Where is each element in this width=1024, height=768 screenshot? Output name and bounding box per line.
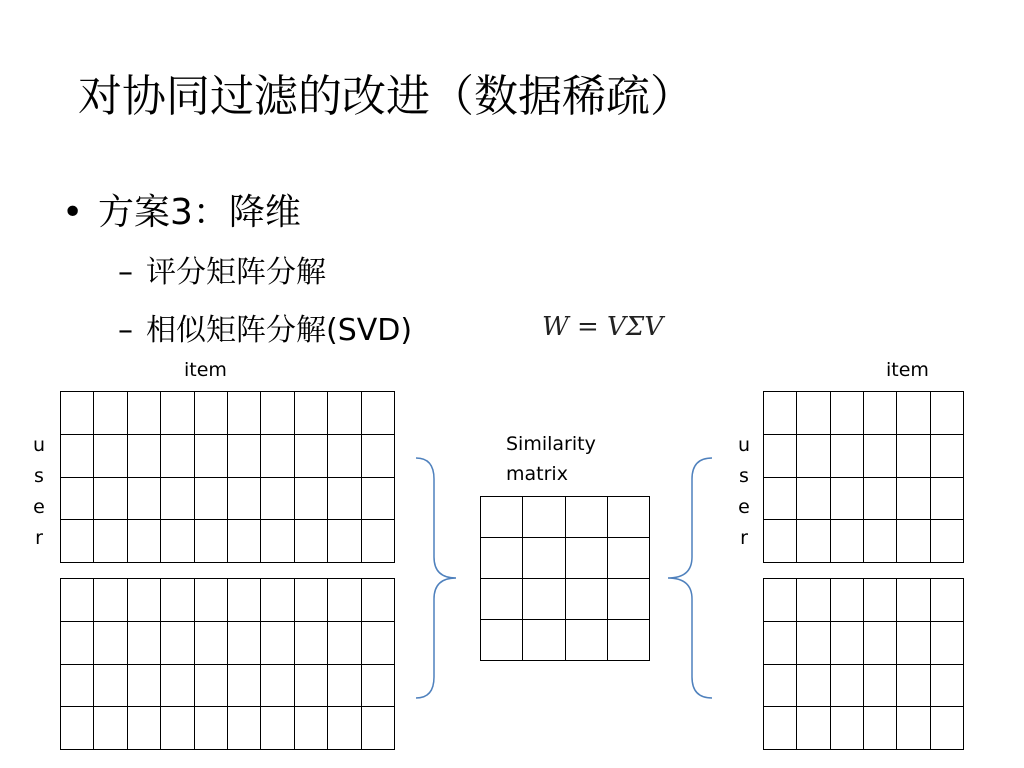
matrix-cell bbox=[227, 579, 260, 622]
matrix-cell bbox=[764, 434, 797, 477]
matrix-cell bbox=[764, 392, 797, 435]
matrix-cell bbox=[61, 477, 94, 520]
matrix-cell bbox=[261, 392, 294, 435]
matrix-cell bbox=[863, 392, 896, 435]
user-letter: r bbox=[740, 527, 748, 549]
matrix-cell bbox=[227, 520, 260, 563]
matrix-cell bbox=[294, 664, 327, 707]
bullet-marker: • bbox=[62, 192, 84, 233]
matrix-cell bbox=[607, 579, 649, 620]
matrix-cell bbox=[797, 579, 830, 622]
matrix-row bbox=[764, 707, 964, 750]
matrix-cell bbox=[294, 579, 327, 622]
matrix-cell bbox=[930, 434, 963, 477]
matrix-cell bbox=[94, 477, 127, 520]
matrix-cell bbox=[261, 520, 294, 563]
user-letter: s bbox=[34, 465, 44, 487]
bullet-text: 方案3：降维 bbox=[98, 192, 301, 233]
matrix-cell bbox=[227, 664, 260, 707]
user-letter: e bbox=[738, 496, 750, 518]
matrix-cell bbox=[930, 477, 963, 520]
matrix-cell bbox=[764, 520, 797, 563]
matrix-cell bbox=[830, 520, 863, 563]
matrix-cell bbox=[61, 392, 94, 435]
matrix-row bbox=[481, 538, 650, 579]
matrix-cell bbox=[830, 579, 863, 622]
matrix-cell bbox=[61, 520, 94, 563]
matrix-cell bbox=[897, 434, 930, 477]
matrix-cell bbox=[227, 707, 260, 750]
left-item-label: item bbox=[184, 359, 227, 381]
matrix-cell bbox=[261, 579, 294, 622]
similarity-matrix-label: Similarity matrix bbox=[506, 433, 596, 485]
matrix-cell bbox=[94, 664, 127, 707]
matrix-cell bbox=[863, 579, 896, 622]
matrix-cell bbox=[607, 620, 649, 661]
matrix-cell bbox=[61, 434, 94, 477]
matrix-cell bbox=[127, 434, 160, 477]
matrix-cell bbox=[328, 520, 361, 563]
matrix-cell bbox=[361, 434, 394, 477]
matrix-cell bbox=[764, 477, 797, 520]
matrix-cell bbox=[161, 621, 194, 664]
matrix-cell bbox=[161, 477, 194, 520]
matrix-cell bbox=[161, 664, 194, 707]
matrix-cell bbox=[897, 477, 930, 520]
matrix-cell bbox=[930, 664, 963, 707]
matrix-cell bbox=[227, 477, 260, 520]
matrix-cell bbox=[523, 579, 565, 620]
matrix-cell bbox=[127, 579, 160, 622]
matrix-cell bbox=[127, 707, 160, 750]
matrix-cell bbox=[523, 497, 565, 538]
matrix-cell bbox=[328, 621, 361, 664]
matrix-cell bbox=[361, 664, 394, 707]
matrix-cell bbox=[897, 520, 930, 563]
slide-title: 对协同过滤的改进（数据稀疏） bbox=[78, 71, 694, 122]
left-matrix-bottom-block bbox=[60, 578, 395, 750]
matrix-cell bbox=[764, 707, 797, 750]
subbullet-text: 相似矩阵分解(SVD) bbox=[146, 313, 413, 348]
matrix-cell bbox=[294, 621, 327, 664]
user-letter: s bbox=[739, 465, 749, 487]
matrix-cell bbox=[565, 579, 607, 620]
matrix-row bbox=[481, 497, 650, 538]
matrix-cell bbox=[797, 664, 830, 707]
matrix-row bbox=[481, 620, 650, 661]
matrix-cell bbox=[61, 579, 94, 622]
matrix-row bbox=[61, 621, 395, 664]
matrix-cell bbox=[361, 392, 394, 435]
matrix-cell bbox=[930, 579, 963, 622]
matrix-cell bbox=[94, 707, 127, 750]
matrix-cell bbox=[294, 434, 327, 477]
matrix-cell bbox=[897, 707, 930, 750]
matrix-cell bbox=[607, 497, 649, 538]
matrix-cell bbox=[127, 477, 160, 520]
matrix-cell bbox=[797, 477, 830, 520]
matrix-cell bbox=[161, 392, 194, 435]
matrix-row bbox=[764, 664, 964, 707]
matrix-cell bbox=[194, 621, 227, 664]
matrix-cell bbox=[194, 579, 227, 622]
subbullet-marker: – bbox=[118, 313, 133, 348]
matrix-cell bbox=[61, 664, 94, 707]
right-item-label: item bbox=[886, 359, 929, 381]
matrix-cell bbox=[261, 621, 294, 664]
matrix-cell bbox=[565, 497, 607, 538]
matrix-cell bbox=[897, 664, 930, 707]
matrix-row bbox=[764, 621, 964, 664]
matrix-cell bbox=[863, 621, 896, 664]
matrix-cell bbox=[897, 621, 930, 664]
matrix-cell bbox=[764, 621, 797, 664]
matrix-cell bbox=[523, 538, 565, 579]
matrix-cell bbox=[361, 477, 394, 520]
right-matrix-top-block bbox=[763, 391, 964, 563]
matrix-cell bbox=[227, 392, 260, 435]
matrix-cell bbox=[863, 664, 896, 707]
matrix-cell bbox=[94, 434, 127, 477]
matrix-cell bbox=[328, 707, 361, 750]
matrix-cell bbox=[764, 664, 797, 707]
left-user-label bbox=[32, 430, 46, 554]
matrix-cell bbox=[481, 579, 523, 620]
matrix-cell bbox=[194, 392, 227, 435]
matrix-cell bbox=[194, 477, 227, 520]
left-facing-brace bbox=[664, 455, 716, 701]
matrix-row bbox=[61, 579, 395, 622]
matrix-row bbox=[61, 707, 395, 750]
matrix-cell bbox=[361, 621, 394, 664]
matrix-cell bbox=[481, 497, 523, 538]
matrix-cell bbox=[863, 520, 896, 563]
matrix-cell bbox=[897, 579, 930, 622]
matrix-cell bbox=[94, 579, 127, 622]
matrix-cell bbox=[361, 707, 394, 750]
svd-formula: W = VΣV bbox=[542, 312, 663, 342]
matrix-cell bbox=[523, 620, 565, 661]
matrix-cell bbox=[797, 520, 830, 563]
matrix-row bbox=[61, 434, 395, 477]
right-matrix-bottom-block bbox=[763, 578, 964, 750]
matrix-row bbox=[61, 520, 395, 563]
matrix-cell bbox=[227, 434, 260, 477]
matrix-cell bbox=[94, 392, 127, 435]
bullet-level1 bbox=[62, 188, 301, 238]
matrix-cell bbox=[797, 392, 830, 435]
matrix-cell bbox=[94, 621, 127, 664]
matrix-cell bbox=[930, 392, 963, 435]
matrix-cell bbox=[830, 392, 863, 435]
matrix-cell bbox=[930, 621, 963, 664]
matrix-cell bbox=[361, 579, 394, 622]
matrix-cell bbox=[481, 620, 523, 661]
matrix-cell bbox=[127, 621, 160, 664]
matrix-cell bbox=[328, 579, 361, 622]
matrix-cell bbox=[863, 707, 896, 750]
matrix-row bbox=[764, 392, 964, 435]
matrix-row bbox=[61, 392, 395, 435]
matrix-row bbox=[764, 520, 964, 563]
matrix-cell bbox=[328, 392, 361, 435]
right-facing-brace bbox=[410, 455, 460, 701]
matrix-cell bbox=[863, 434, 896, 477]
matrix-cell bbox=[61, 621, 94, 664]
matrix-row bbox=[764, 579, 964, 622]
matrix-cell bbox=[127, 520, 160, 563]
matrix-cell bbox=[830, 477, 863, 520]
matrix-cell bbox=[897, 392, 930, 435]
matrix-cell bbox=[565, 620, 607, 661]
matrix-cell bbox=[261, 664, 294, 707]
matrix-cell bbox=[565, 538, 607, 579]
matrix-cell bbox=[194, 434, 227, 477]
matrix-cell bbox=[94, 520, 127, 563]
matrix-cell bbox=[227, 621, 260, 664]
matrix-cell bbox=[161, 579, 194, 622]
matrix-row bbox=[481, 579, 650, 620]
matrix-cell bbox=[797, 434, 830, 477]
matrix-cell bbox=[328, 434, 361, 477]
matrix-cell bbox=[328, 664, 361, 707]
matrix-cell bbox=[797, 707, 830, 750]
matrix-cell bbox=[830, 434, 863, 477]
matrix-cell bbox=[261, 477, 294, 520]
matrix-cell bbox=[830, 664, 863, 707]
matrix-cell bbox=[161, 520, 194, 563]
matrix-row bbox=[61, 664, 395, 707]
matrix-cell bbox=[930, 707, 963, 750]
matrix-cell bbox=[127, 664, 160, 707]
matrix-cell bbox=[294, 477, 327, 520]
user-letter: r bbox=[35, 527, 43, 549]
matrix-cell bbox=[194, 664, 227, 707]
matrix-cell bbox=[161, 707, 194, 750]
subbullet-similarity-factorization bbox=[118, 310, 412, 352]
matrix-cell bbox=[607, 538, 649, 579]
matrix-row bbox=[764, 477, 964, 520]
matrix-cell bbox=[61, 707, 94, 750]
matrix-cell bbox=[830, 621, 863, 664]
user-letter: e bbox=[33, 496, 45, 518]
brace-path bbox=[668, 458, 712, 698]
matrix-cell bbox=[294, 520, 327, 563]
right-user-label bbox=[737, 430, 751, 554]
matrix-cell bbox=[194, 520, 227, 563]
matrix-cell bbox=[764, 579, 797, 622]
matrix-cell bbox=[361, 520, 394, 563]
left-matrix-top-block bbox=[60, 391, 395, 563]
matrix-cell bbox=[863, 477, 896, 520]
similarity-matrix bbox=[480, 496, 650, 661]
matrix-row bbox=[764, 434, 964, 477]
subbullet-text: 评分矩阵分解 bbox=[146, 255, 326, 290]
matrix-cell bbox=[328, 477, 361, 520]
matrix-cell bbox=[481, 538, 523, 579]
brace-path bbox=[416, 458, 456, 698]
matrix-cell bbox=[161, 434, 194, 477]
matrix-cell bbox=[830, 707, 863, 750]
matrix-cell bbox=[127, 392, 160, 435]
matrix-cell bbox=[194, 707, 227, 750]
matrix-row bbox=[61, 477, 395, 520]
subbullet-marker: – bbox=[118, 255, 133, 290]
matrix-cell bbox=[930, 520, 963, 563]
user-letter: u bbox=[32, 434, 46, 456]
user-letter: u bbox=[737, 434, 751, 456]
matrix-cell bbox=[261, 434, 294, 477]
subbullet-rating-factorization bbox=[118, 252, 326, 294]
matrix-cell bbox=[294, 707, 327, 750]
matrix-cell bbox=[261, 707, 294, 750]
matrix-cell bbox=[294, 392, 327, 435]
matrix-cell bbox=[797, 621, 830, 664]
